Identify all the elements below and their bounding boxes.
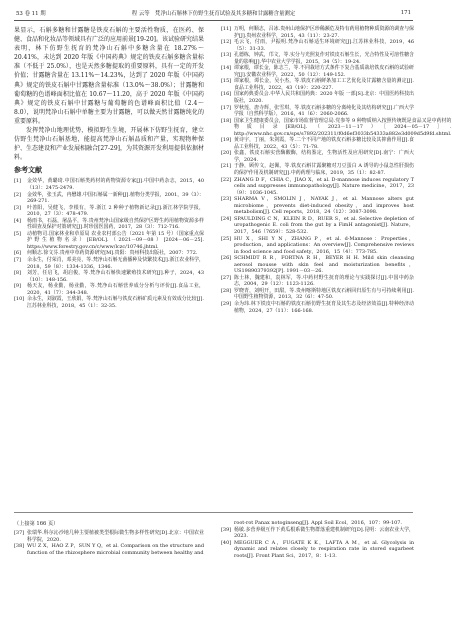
reference-text: SCHMIDT R R，FORTNA R H，BEYER H H. Mild skin cleansing aerosol mousse with skin feel and moisturization benefits，US19890379392[P]. 1991－03－26.	[234, 255, 414, 275]
reference-text: root-rot Panax notoginseng[J]. Appl Soil Ecol，2016，107：99-107.	[234, 520, 402, 526]
reference-item	[221, 78, 414, 91]
reference-item	[221, 26, 414, 39]
reference-item	[14, 218, 204, 231]
reference-text: 余永生，付荣肖，邓美亮，等.梵净山石斛无菌播种及快繁技术[J].浙江农业科学，2018，59（8）：1334-1336，1346.	[27, 256, 204, 270]
reference-item	[14, 192, 204, 205]
reference-item	[221, 65, 414, 78]
right-reference-list	[221, 26, 452, 314]
reference-number: [28]	[221, 287, 232, 294]
reference-number: [7]	[14, 256, 21, 263]
right-column	[221, 26, 452, 314]
reference-item	[221, 216, 414, 236]
reference-number: [24]	[221, 215, 232, 222]
reference-text: 谭家根，谭长金，陈志兰，等.不同栽培方式条件下复合基质栽培铁皮石斛的试验研究[J].安徽农业科学，2022，50（12）：149-152.	[234, 65, 414, 78]
header-rule	[14, 20, 413, 21]
reference-number: [5]	[14, 230, 21, 237]
reference-item	[221, 105, 414, 118]
reference-text: 孔德栋，钟武，邝文，等.实分与光照复作对铁皮石斛生长，光合特性及可溶性糖含量的影响[J].华中农业大学学报，2015，34（5）：19-24.	[234, 52, 414, 65]
reference-number: [22]	[221, 176, 232, 183]
reference-item	[14, 257, 204, 270]
reference-text: 金效华，张玉武，冉懋雄.中国石斛属一新种[J].植物分类学报，2001，39（3）：269-271.	[27, 191, 204, 205]
reference-text: WU Z X，HAO Z P，SUN Y Q，et al. Comparison on the structure and function of the rhizosphere microbial community between healthy and	[27, 543, 204, 556]
reference-item	[221, 163, 414, 176]
reference-text: 万明，何顺志，吕冰.贵州山地保护区珍稀濒危及特有药用植物种质资源的调查与保护[J].贵州农业科学，2015，43（11）：23-27.	[234, 26, 414, 39]
reference-item	[221, 137, 414, 150]
reference-item	[14, 270, 204, 283]
body-text	[14, 26, 204, 162]
continued-reference-list	[221, 520, 414, 559]
reference-number: [17]	[221, 104, 232, 111]
issue-label: 53 卷 11 期	[16, 11, 46, 17]
reference-number: [3]	[14, 204, 21, 211]
reference-number: [29]	[221, 300, 232, 307]
reference-item	[14, 530, 204, 543]
reference-text: 杨天友，杨业勤，杨业勤，等.梵净山石斛营养成分分析与评价[J].食品工业，2020，41（7）：344-348.	[27, 283, 204, 296]
reference-number: [21]	[221, 163, 232, 170]
reference-item	[221, 275, 414, 288]
reference-text: 金效华，黄璐琦.中国石斛类药材的药物资源专家[J].中国中药杂志，2015，40（13）：2475-2479.	[27, 178, 204, 191]
reference-item	[14, 296, 204, 309]
reference-item	[14, 283, 204, 296]
reference-number: [25]	[221, 235, 232, 242]
reference-item	[221, 301, 414, 314]
reference-text: SHARMA V，SMOLIN J，NAYAK J，et al. Mannose alters gut microbiome，prevents diet-induced obesity，and improves host metabolism[J]. Cell reports，2018，24（12）：3087-3098.	[234, 196, 414, 216]
reference-text: ZHANG D F，CHIA C，JIAO X，et al. D-mannose induces regulatory T cells and suppresses immunopathology[J]. Nature medicine，2017，23（9）：1036-1045.	[234, 176, 414, 196]
reference-text: HU X，SHI Y N，ZHANG P，et al. d-Mannose：Properties，production，and applications：An overview[J]. Comprehensive reviews in food science and food safety，2016，15（4）：773-785.	[234, 235, 414, 255]
reference-text: 余为玮.林下铁皮中石斛的铁皮石斛仿野生抚育及其生态及经济效益[J].特种经济动植物，2024，27（11）：166-168.	[234, 300, 414, 314]
reference-text: 于静，顾传文，赵佩，等.铁皮石斛甘露聚糖对刀豆蛋白 A 诱导的小鼠急性肝损伤的保护作用及机制研究[J].中药药理与临床，2019，35（1）：82-87.	[234, 163, 414, 177]
reference-number: [16]	[221, 91, 232, 98]
reference-text: SPAULDING C N，KLEIN R D，RUER S，et al. Selective depletion of uropathogenic E. coli from the gut by a FimH antagonist[J]. Nature，2017，546（7659）：528-532.	[234, 215, 414, 235]
section-divider	[14, 512, 413, 513]
reference-item	[221, 39, 414, 52]
reference-number: [19]	[221, 137, 232, 144]
reference-item	[221, 117, 452, 138]
continued-block-left	[14, 520, 204, 556]
reference-text: 何顺志.徐文芬.贵州中草药资源研究[M].贵阳：贵州科技出版社，2007：772.	[27, 250, 198, 257]
reference-number: [1]	[14, 178, 21, 185]
reference-text: 刘芳，任启飞，胡启俊，等.梵净山石斛快速繁殖技术研究[J].种子，2024，43（10）：148-156.	[27, 270, 204, 283]
reference-text: 罗秋莲，唐寺辉，张雪琪，等.铁皮石斛多糖的分离纯化及其结构研究[J].广西大学学报（自然科学版），2016，41（6）：2060-2066.	[234, 104, 414, 118]
reference-item	[221, 288, 414, 301]
reference-text: 叶善阳，吴健飞，李根有，等.浙江 2 种种子植物新记录[J].浙江林学院学报，2010，27（3）：478-479.	[27, 204, 204, 218]
reference-text: 余永生，刘淑霞，王欣娟，等.梵净山石斛与铁皮石斛矿质元素及有效成分比较[J].江苏林业科技，2018，45（1）：32-35.	[27, 296, 204, 309]
reference-number: [38]	[14, 543, 25, 550]
running-header	[16, 7, 411, 19]
reference-text: 张瑞华.科尔沁沙地几种主要植被类型根际微生物多样性研究[D].北京：中国农业科学院，2020.	[27, 530, 204, 543]
reference-number: [39]	[221, 526, 232, 533]
reference-text: 国家卫生健康委员会，国家市场监督管理总局.党参等 9 种物质纳入按照传统既是食品又是中药材的物质目录[EB/OL].（2023－11－17）［2024－05－17］. http://www.nhc.gov.cn/sps/s7892/202311/f0d6ef3033b54333a882e3d009d5d9fd.shtml.	[234, 117, 452, 137]
reference-item	[221, 255, 414, 275]
reference-text: 黄诗宇，丁丽，朱剑霞，等.二个不同产地的铁皮石斛多糖比较及其抑菌作用[J].食品工业科技，2022，43（5）：71-78.	[234, 137, 414, 150]
reference-text: 谭家根，谭长金，吴小杰，等.铁皮石斛鲜条加工工艺优化及甘露糖含量的测定[J].食品工业科技，2022，43（19）：220-227.	[234, 78, 414, 91]
reference-number: [37]	[14, 530, 25, 536]
reference-text: 杨敏.多营养级互作下黄瓜根系微生物群落重建机制研究[D].昆明：云南农业大学，2023.	[234, 526, 414, 540]
reference-number: [18]	[221, 117, 232, 124]
reference-item	[221, 91, 414, 104]
reference-item	[221, 540, 414, 560]
reference-number: [40]	[221, 539, 232, 546]
reference-text: 陈士林，魏建和，袁林军，等.中药材野生抚育的理论与实践探讨[J].中国中药杂志，2004，29（12）：1123-1126.	[234, 274, 414, 288]
left-column	[14, 26, 204, 309]
body-paragraph-1: 果显示，石斛多糖和甘露糖是铁皮石斛的主要活性物质，在医药、保健、食品和化妆品等领域具有广泛的应用前景[19-20]。该试验研究结果表明，林下仿野生抚育的梵净山石斛中多糖含量在 18.27%～20.41%，未达到 2020 年版《中国药典》规定的铁皮石斛多糖含量标准（不低于 25.0%），也是天然多糖提取的重要原料，具有一定的开发价值；甘露糖含量在 13.11%～14.23%，达到了 2020 年版《中国药典》规定的铁皮石斛中甘露糖含量标准（13.0%～38.0%）；甘露糖和葡萄糖的色谱峰面积比值在 10.67～11.20，高于 2020 年版《中国药典》规定的铁皮石斛中甘露糖与葡萄糖的色谱峰面积比值（2.4～8.0），说明梵净山石斛中单糖主要为甘露糖，可以做天然甘露糖纯化的重要原料。	[14, 27, 204, 125]
references-heading: 参考文献	[14, 166, 42, 175]
reference-item	[221, 236, 414, 256]
reference-number: [8]	[14, 270, 21, 277]
running-title: 程 云等 梵净山石斛林下仿野生抚育试验及其多糖和甘露糖含量测定	[131, 11, 296, 17]
reference-number: [2]	[14, 191, 21, 198]
continued-label: （上接第 166 页）	[14, 521, 59, 527]
reference-number: [26]	[221, 255, 232, 262]
reference-number: [27]	[221, 274, 232, 281]
reference-item	[221, 177, 414, 197]
reference-number: [23]	[221, 196, 232, 203]
reference-number: [14]	[221, 65, 232, 72]
reference-text: 国家药典委员会.中华人民共和国药典：2020 年版 一部[S].北京：中国医药科技出版社，2020.	[234, 91, 414, 105]
page-number: 171	[400, 10, 411, 16]
body-paragraph-2: 发挥梵净山地理优势，模拟野生生境，开展林下仿野生抚育，建立仿野生梵净山石斛基地，能提高梵净山石斛品质和产量，实现物种保护、生态建设和产业发展相融合[27-29]，为其资源开发利用提供依据材料。	[14, 127, 204, 162]
reference-number: [15]	[221, 78, 232, 85]
reference-number: [20]	[221, 150, 232, 157]
reference-text: MEGGUER C A，FUGATE K K，LAFTA A M，et al. Glycolysis in dynamic and relates closely to respiration rate in stored sugarbeet roots[J]. Front Plant Sci，2017，8：1-13.	[234, 539, 414, 559]
reference-number: [4]	[14, 217, 21, 224]
continued-reference-list	[14, 530, 204, 556]
reference-number: [12]	[221, 39, 232, 46]
reference-text: 杨雨书，石磊，屠晶平，等.贵州梵净山国家级自然保护区野生药用植物资源多样性调查及保护对策研究[J].时珍国医国药，2017，28（3）：712-716.	[27, 217, 204, 231]
reference-number: [10]	[14, 296, 25, 303]
reference-item	[221, 150, 414, 163]
reference-item	[14, 205, 204, 218]
reference-text: 罗晓青，刘明开，田甜，等.贵州喀斯特地区铁皮石斛回归原生有与可持续利用[J].中国野生植物资源，2013，32（6）：47-50.	[234, 287, 414, 301]
reference-item	[221, 527, 414, 540]
reference-item	[221, 52, 414, 65]
reference-number: [6]	[14, 250, 21, 257]
reference-item	[221, 196, 414, 216]
reference-text: 动植物司.国家林业和草原局 农业农村部公告（2021 年第 15 号）（国家重点保护野生植物名录）[EB/OL].（2021－09－08）[2024－06－25]. https://www.forestry.gov.cn/c/www/lczc/10746.jhtml.	[27, 230, 204, 250]
reference-item	[14, 178, 204, 191]
reference-number: [13]	[221, 52, 232, 59]
reference-text: 张鑫，铁皮石斛实营酶酸酶，结构鉴定，生物活性及应用研究[D].南宁：广西大学，2024.	[234, 150, 414, 163]
reference-text: 毛云飞，付雨，尹振明.梵净山石斛适生环境研究[J].江苏林业科技，2019，46（5）：31-33.	[234, 39, 414, 52]
reference-item	[14, 543, 204, 556]
reference-number: [11]	[221, 26, 232, 32]
continued-block-right	[221, 520, 414, 559]
reference-item	[14, 231, 204, 251]
left-reference-list	[14, 178, 204, 309]
reference-number: [9]	[14, 283, 21, 290]
